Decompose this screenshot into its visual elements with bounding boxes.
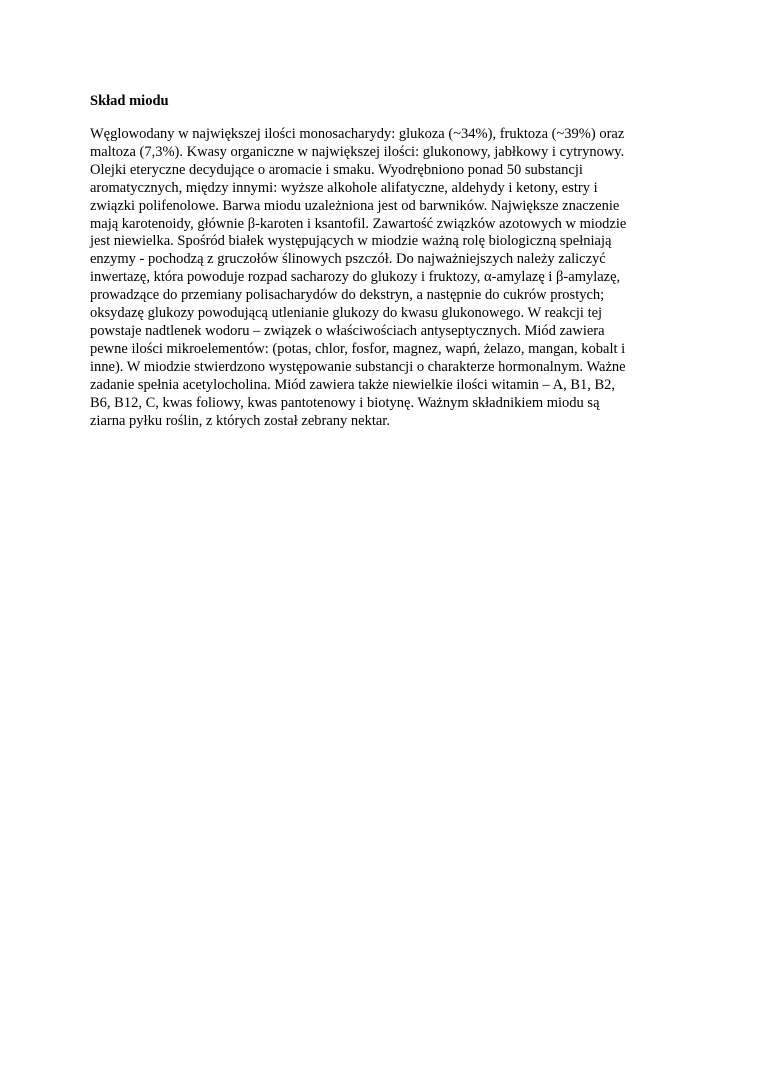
paragraph-line: jest niewielka. Spośród białek występujących w miodzie ważną rolę biologiczną spełniają xyxy=(90,233,612,250)
paragraph-line: inwertazę, która powoduje rozpad sacharozy do glukozy i fruktozy, α-amylazę i β-amylazę, xyxy=(90,269,621,286)
paragraph-line: inne). W miodzie stwierdzono występowanie substancji o charakterze hormonalnym. Ważne xyxy=(90,358,626,375)
paragraph-line: mają karotenoidy, głównie β-karoten i ksantofil. Zawartość związków azotowych w miodzie xyxy=(90,215,627,232)
paragraph-line: ziarna pyłku roślin, z których został zebrany nektar. xyxy=(90,412,390,429)
paragraph-line: zadanie spełnia acetylocholina. Miód zawiera także niewielkie ilości witamin – A, B1, B2, xyxy=(90,376,616,393)
paragraph-line: aromatycznych, między innymi: wyższe alkohole alifatyczne, aldehydy i ketony, estry i xyxy=(90,179,598,196)
paragraph-line: oksydazę glukozy powodującą utlenianie glukozy do kwasu glukonowego. W reakcji tej xyxy=(90,305,603,322)
paragraph-line: enzymy - pochodzą z gruczołów ślinowych pszczół. Do najważniejszych należy zaliczyć xyxy=(90,251,606,268)
document-paragraph xyxy=(90,126,670,430)
paragraph-line: Olejki eteryczne decydujące o aromacie i smaku. Wyodrębniono ponad 50 substancji xyxy=(90,161,583,178)
paragraph-line: prowadzące do przemiany polisacharydów do dekstryn, a następnie do cukrów prostych; xyxy=(90,287,605,304)
document-title: Skład miodu xyxy=(90,93,169,109)
paragraph-line: B6, B12, C, kwas foliowy, kwas pantotenowy i biotynę. Ważnym składnikiem miodu są xyxy=(90,394,600,411)
paragraph-line: związki polifenolowe. Barwa miodu uzależniona jest od barwników. Największe znaczenie xyxy=(90,197,620,214)
paragraph-line: powstaje nadtlenek wodoru – związek o właściwościach antyseptycznych. Miód zawiera xyxy=(90,322,605,339)
paragraph-line: maltoza (7,3%). Kwasy organiczne w największej ilości: glukonowy, jabłkowy i cytrynowy. xyxy=(90,143,625,160)
paragraph-line: Węglowodany w największej ilości monosacharydy: glukoza (~34%), fruktoza (~39%) oraz xyxy=(90,126,625,142)
paragraph-line: pewne ilości mikroelementów: (potas, chlor, fosfor, magnez, wapń, żelazo, mangan, kobalt i xyxy=(90,340,626,357)
